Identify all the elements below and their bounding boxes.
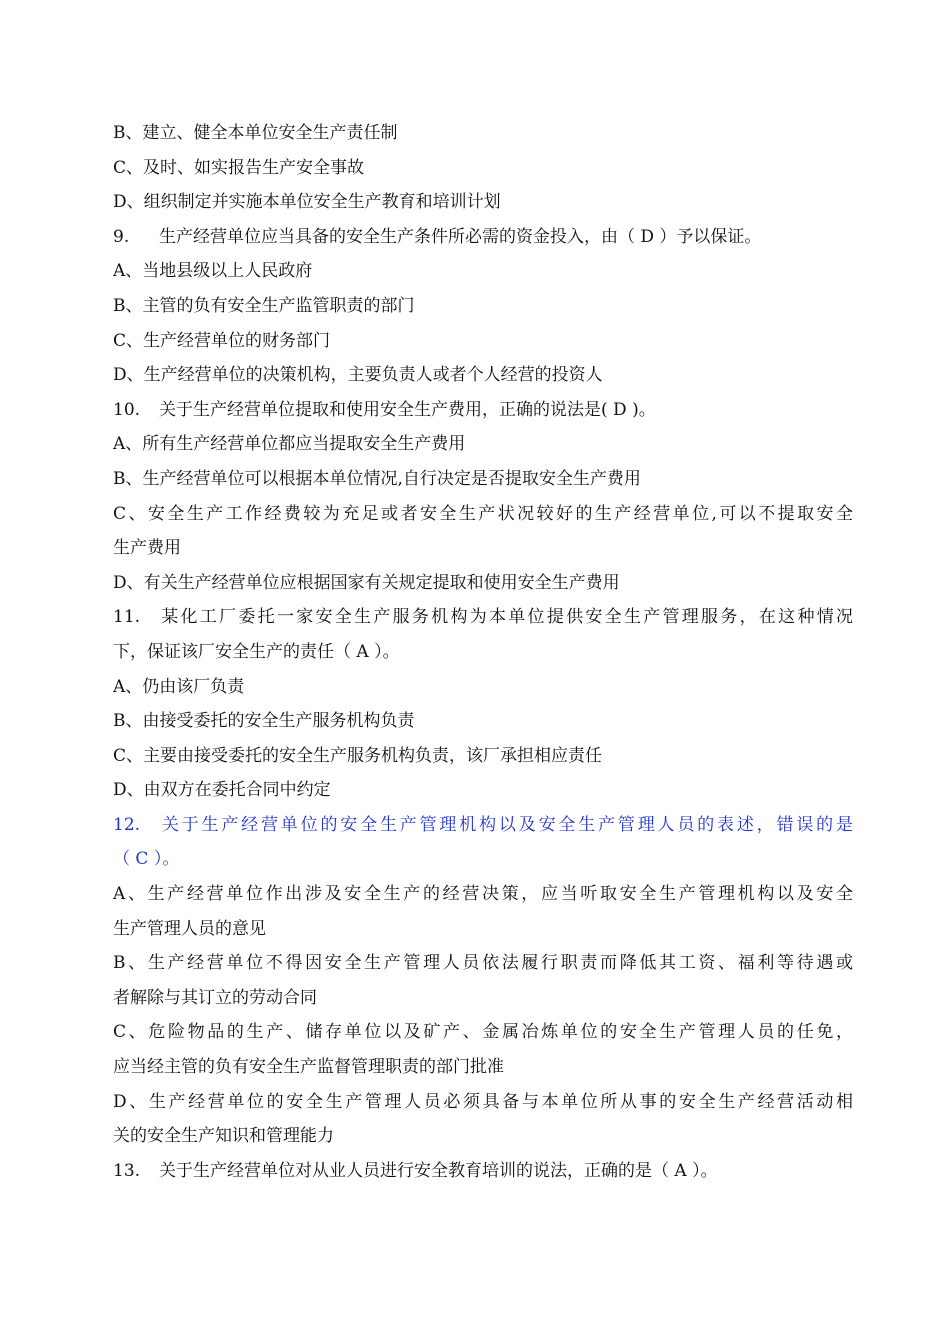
option-text: 生产管理人员的意见 bbox=[113, 918, 266, 939]
option-text: B、主管的负有安全生产监管职责的部门 bbox=[113, 295, 415, 316]
option-text: A、仍由该厂负责 bbox=[113, 676, 245, 697]
question-line bbox=[113, 600, 853, 635]
option-line bbox=[113, 877, 853, 912]
question-number: 10. bbox=[113, 399, 141, 420]
option-line bbox=[113, 635, 853, 670]
option-text: （ C ）。 bbox=[113, 849, 180, 870]
option-line bbox=[113, 981, 853, 1016]
option-text: 生产费用 bbox=[113, 538, 181, 559]
option-text: A、当地县级以上人民政府 bbox=[113, 261, 313, 282]
option-text: B、生产经营单位不得因安全生产管理人员依法履行职责而降低其工资、福利等待遇或 bbox=[113, 953, 853, 974]
option-text: A、生产经营单位作出涉及安全生产的经营决策，应当听取安全生产管理机构以及安全 bbox=[113, 884, 853, 905]
option-line bbox=[113, 1015, 853, 1050]
option-line bbox=[113, 497, 853, 532]
option-line bbox=[113, 704, 853, 739]
option-text: C、生产经营单位的财务部门 bbox=[113, 330, 331, 351]
option-line bbox=[113, 1085, 853, 1120]
option-line bbox=[113, 1119, 853, 1154]
option-line bbox=[113, 358, 853, 393]
question-number: 13. bbox=[113, 1160, 141, 1181]
option-text: 下，保证该厂安全生产的责任（ A ）。 bbox=[113, 641, 400, 662]
option-text: B、建立、健全本单位安全生产责任制 bbox=[113, 123, 398, 143]
question-line bbox=[113, 1154, 853, 1189]
option-text: B、生产经营单位可以根据本单位情况,自行决定是否提取安全生产费用 bbox=[113, 468, 641, 489]
question-line bbox=[113, 220, 853, 255]
option-line bbox=[113, 254, 853, 289]
option-text: C、及时、如实报告生产安全事故 bbox=[113, 157, 365, 178]
option-line bbox=[113, 531, 853, 566]
option-text: B、由接受委托的安全生产服务机构负责 bbox=[113, 711, 415, 732]
option-text: C、主要由接受委托的安全生产服务机构负责，该厂承担相应责任 bbox=[113, 745, 603, 766]
option-line bbox=[113, 566, 853, 601]
option-line bbox=[113, 739, 853, 774]
option-line bbox=[113, 773, 853, 808]
question-number: 11. bbox=[113, 607, 141, 628]
question-number: 9. bbox=[113, 226, 130, 247]
option-line bbox=[113, 1050, 853, 1085]
option-text: 应当经主管的负有安全生产监督管理职责的部门批准 bbox=[113, 1057, 504, 1078]
option-line bbox=[113, 151, 853, 186]
document-body bbox=[113, 116, 853, 1188]
option-line bbox=[113, 185, 853, 220]
option-line bbox=[113, 427, 853, 462]
question-text: 关于生产经营单位提取和使用安全生产费用，正确的说法是( D )。 bbox=[159, 399, 656, 420]
question-number: 12. bbox=[113, 814, 141, 835]
question-text: 生产经营单位应当具备的安全生产条件所必需的资金投入，由（ D ）予以保证。 bbox=[159, 226, 762, 247]
option-line bbox=[113, 842, 853, 877]
option-text: C、危险物品的生产、储存单位以及矿产、金属冶炼单位的安全生产管理人员的任免， bbox=[113, 1022, 853, 1043]
option-line bbox=[113, 116, 853, 151]
option-text: A、所有生产经营单位都应当提取安全生产费用 bbox=[113, 434, 466, 455]
question-text: 关于生产经营单位的安全生产管理机构以及安全生产管理人员的表述，错误的是 bbox=[159, 814, 853, 835]
option-text: D、由双方在委托合同中约定 bbox=[113, 780, 331, 801]
option-text: D、生产经营单位的决策机构，主要负责人或者个人经营的投资人 bbox=[113, 365, 603, 386]
question-line bbox=[113, 393, 853, 428]
option-text: D、生产经营单位的安全生产管理人员必须具备与本单位所从事的安全生产经营活动相 bbox=[113, 1091, 853, 1112]
option-text: D、组织制定并实施本单位安全生产教育和培训计划 bbox=[113, 192, 501, 213]
question-text: 关于生产经营单位对从业人员进行安全教育培训的说法，正确的是（ A ）。 bbox=[159, 1160, 718, 1181]
option-text: 关的安全生产知识和管理能力 bbox=[113, 1126, 334, 1147]
option-line bbox=[113, 670, 853, 705]
option-line bbox=[113, 289, 853, 324]
option-text: 者解除与其订立的劳动合同 bbox=[113, 987, 317, 1008]
option-line bbox=[113, 462, 853, 497]
option-line bbox=[113, 946, 853, 981]
option-text: C、安全生产工作经费较为充足或者安全生产状况较好的生产经营单位,可以不提取安全 bbox=[113, 503, 853, 524]
question-text: 某化工厂委托一家安全生产服务机构为本单位提供安全生产管理服务，在这种情况 bbox=[159, 607, 853, 628]
option-line bbox=[113, 912, 853, 947]
question-line bbox=[113, 808, 853, 843]
option-line bbox=[113, 324, 853, 359]
option-text: D、有关生产经营单位应根据国家有关规定提取和使用安全生产费用 bbox=[113, 572, 620, 593]
